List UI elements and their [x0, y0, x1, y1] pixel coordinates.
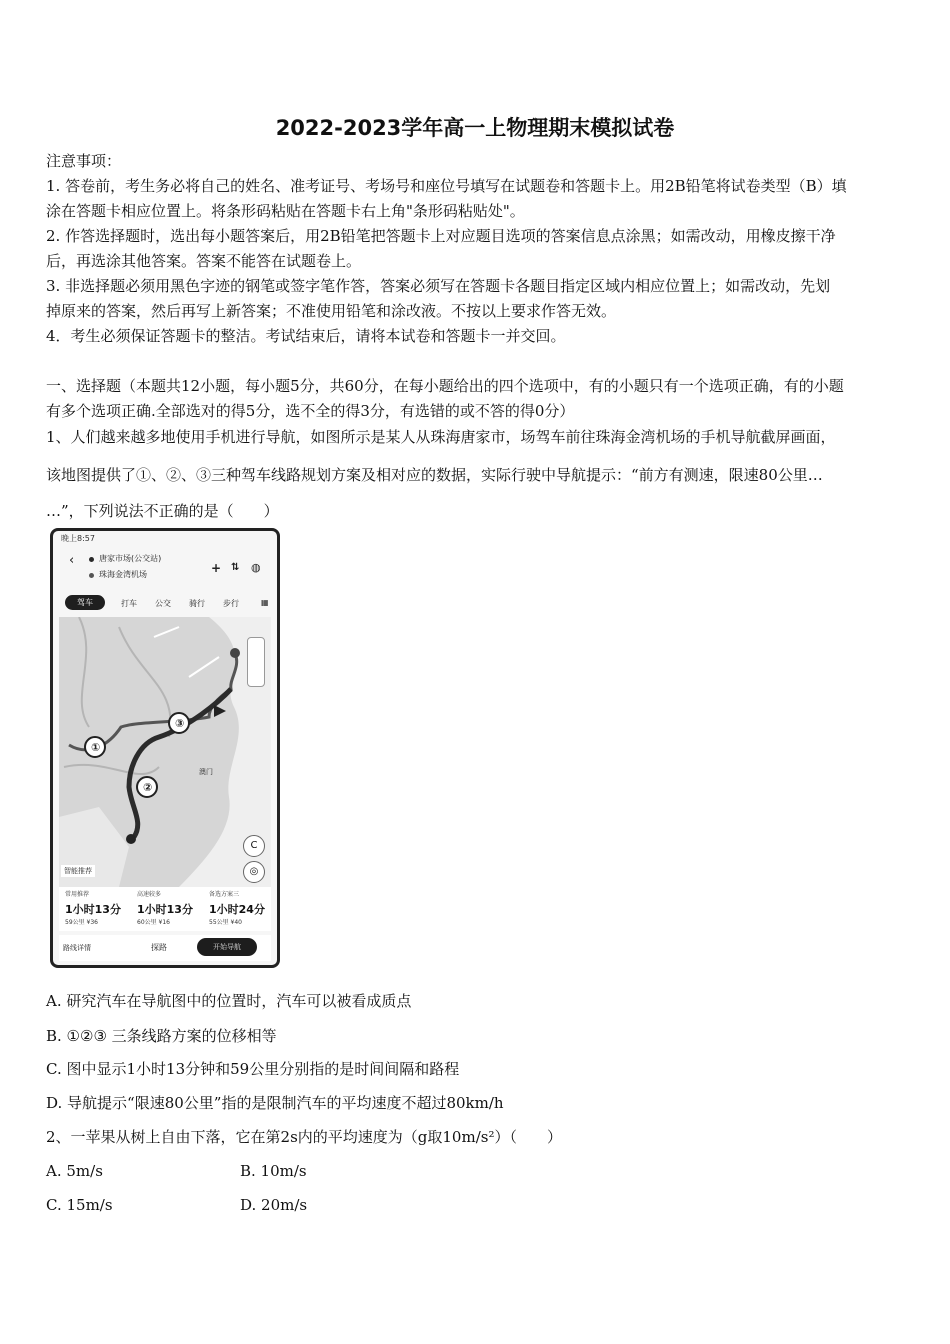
tab-bike: 骑行 — [189, 599, 205, 608]
route-label-3: ③ — [175, 717, 185, 730]
bottom-bar — [59, 935, 271, 961]
question-2-option-d: D. 20m/s — [240, 1196, 308, 1214]
question-1-stem: 1、人们越来越多地使用手机进行导航，如图所示是某人从珠海唐家市，场驾车前往珠海金湾机场的手机导航截屏画面， — [46, 428, 836, 446]
notice-heading: 注意事项： — [46, 152, 122, 170]
route-label-1: ① — [91, 741, 101, 754]
start-navigation-button: 开始导航 — [197, 938, 257, 956]
grid-icon: ▦ — [261, 598, 269, 607]
add-stop-icon: + — [211, 561, 222, 575]
tab-bus: 公交 — [155, 599, 171, 608]
transport-tabs — [63, 595, 273, 613]
tab-taxi: 打车 — [121, 599, 137, 608]
route-options — [59, 887, 271, 931]
section-heading: 有多个选项正确.全部选对的得5分，选不全的得3分，有选错的或不答的得0分） — [46, 402, 575, 420]
notice-line: 掉原来的答案，然后再写上新答案；不准使用铅笔和涂改液。不按以上要求作答无效。 — [46, 302, 617, 320]
route-origin: 唐家市场(公交站) — [99, 554, 162, 563]
notice-line: 涂在答题卡相应位置上。将条形码粘贴在答题卡右上角"条形码粘贴处"。 — [46, 202, 525, 220]
car-settings-icon: ◍ — [251, 561, 261, 574]
route-option: 备选方案三 1小时24分 55公里 ¥40 — [209, 891, 265, 926]
smart-recommend-label: 智能推荐 — [61, 865, 95, 877]
question-2-option-c: C. 15m/s — [46, 1196, 113, 1214]
map-place-label: 澳门 — [199, 768, 213, 776]
destination-dot-icon — [89, 573, 94, 578]
notice-line: 4．考生必须保证答题卡的整洁。考试结束后，请将本试卷和答题卡一并交回。 — [46, 327, 566, 345]
origin-dot-icon — [89, 557, 94, 562]
question-2-stem: 2、一苹果从树上自由下落，它在第2s内的平均速度为（g取10m/s²）（ ） — [46, 1128, 562, 1146]
question-1-option-c: C. 图中显示1小时13分钟和59公里分别指的是时间间隔和路程 — [46, 1060, 460, 1078]
question-1-option-d: D. 导航提示“限速80公里”指的是限制汽车的平均速度不超过80km/h — [46, 1094, 504, 1112]
question-1-option-b: B. ①②③ 三条线路方案的位移相等 — [46, 1027, 277, 1045]
route-option: 高速较多 1小时13分 60公里 ¥16 — [137, 891, 193, 926]
route-destination: 珠海金湾机场 — [99, 570, 147, 579]
route-label-2: ② — [143, 781, 153, 794]
question-1-stem: …”，下列说法不正确的是（ ） — [46, 502, 279, 520]
page-title: 2022-2023学年高一上物理期末模拟试卷 — [275, 116, 675, 140]
explore-label: 探路 — [151, 943, 167, 952]
notice-line: 后，再选涂其他答案。答案不能答在试题卷上。 — [46, 252, 362, 270]
notice-line: 3. 非选择题必须用黑色字迹的钢笔或签字笔作答，答案必须写在答题卡各题目指定区域内相应位置上；如需改动，先划 — [46, 277, 831, 295]
status-bar: 晚上8:57 — [61, 534, 95, 543]
section-heading: 一、选择题（本题共12小题，每小题5分，共60分，在每小题给出的四个选项中，有的小题只有一个选项正确，有的小题 — [46, 377, 844, 395]
question-1-stem: 该地图提供了①、②、③三种驾车线路规划方案及相对应的数据，实际行驶中导航提示：“前方有测速，限速80公里… — [46, 466, 823, 484]
question-1-option-a: A. 研究汽车在导航图中的位置时，汽车可以被看成质点 — [46, 992, 412, 1010]
route-detail-label: 路线详情 — [63, 944, 91, 952]
route-map — [59, 617, 271, 887]
question-2-option-a: A. 5m/s — [46, 1162, 103, 1180]
chevron-left-icon: ‹ — [69, 553, 75, 568]
route-option: 常用推荐 1小时13分 59公里 ¥36 — [65, 891, 121, 926]
map-layer-controls — [247, 637, 265, 687]
tab-walk: 步行 — [223, 599, 239, 608]
notice-line: 2. 作答选择题时，选出每小题答案后，用2B铅笔把答题卡上对应题目选项的答案信息点涂黑；如需改动，用橡皮擦干净 — [46, 227, 836, 245]
question-2-option-b: B. 10m/s — [240, 1162, 307, 1180]
locate-icon: ◎ — [243, 861, 265, 883]
notice-line: 1. 答卷前，考生务必将自己的姓名、准考证号、考场号和座位号填写在试题卷和答题卡上。用2B铅笔将试卷类型（B）填 — [46, 177, 847, 195]
tab-drive: 驾车 — [65, 595, 105, 610]
swap-icon: ⇅ — [231, 562, 240, 573]
navigation-screenshot — [50, 528, 280, 968]
refresh-icon: C — [243, 835, 265, 857]
